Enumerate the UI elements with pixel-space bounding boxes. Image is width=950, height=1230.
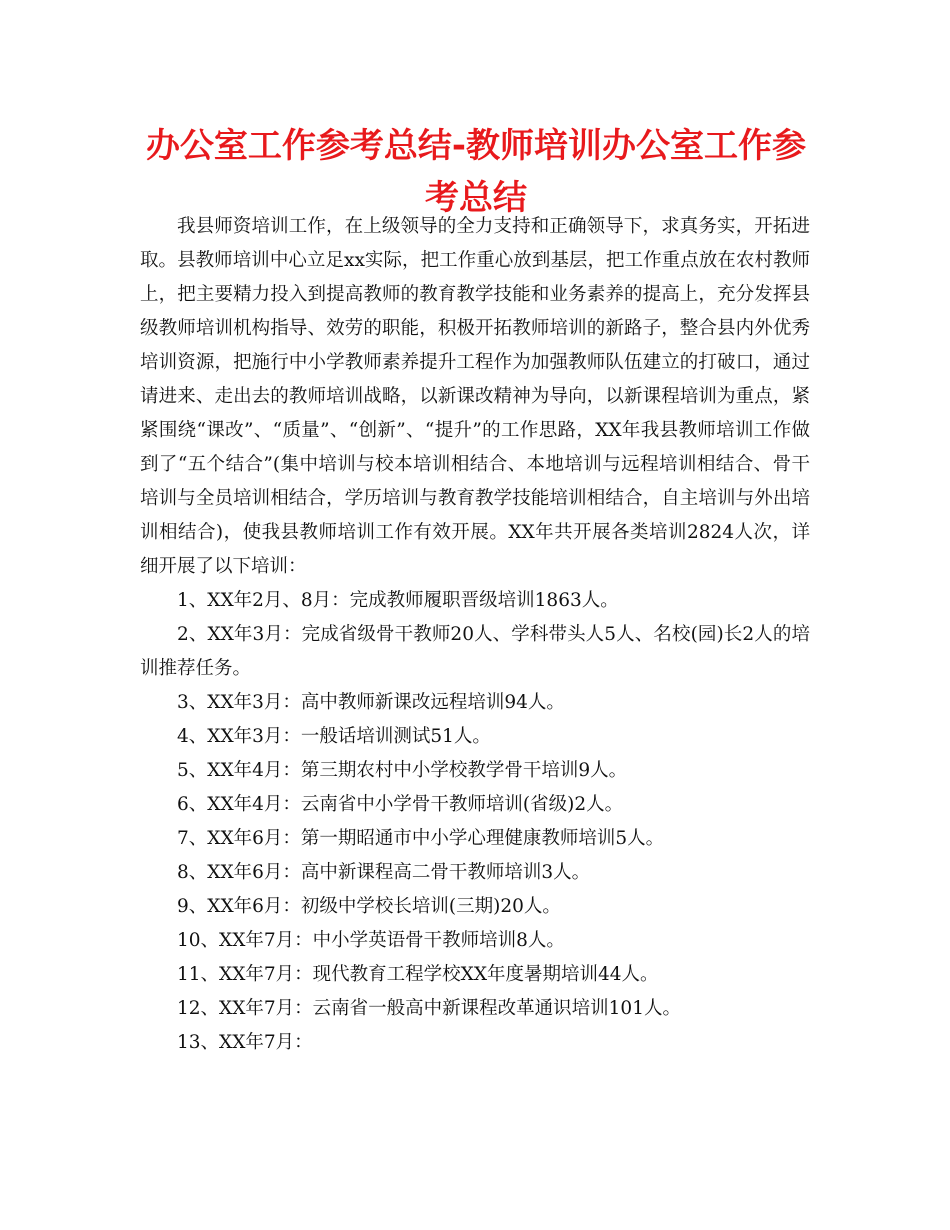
- list-item: 11、XX年7月：现代教育工程学校XX年度暑期培训44人。: [177, 964, 659, 985]
- list-item: 4、XX年3月：一般话培训测试51人。: [177, 726, 491, 747]
- list-item: 7、XX年6月：第一期昭通市中小学心理健康教师培训5人。: [177, 828, 665, 849]
- document-body: [140, 210, 810, 1060]
- list-item: 1、XX年2月、8月：完成教师履职晋级培训1863人。: [177, 590, 619, 611]
- intro-paragraph: 我县师资培训工作，在上级领导的全力支持和正确领导下，求真务实，开拓进取。县教师培训中心立足xx实际，把工作重心放到基层，把工作重点放在农村教师上，把主要精力投入到提高教师的教育教学技能和业务素养的提高上，充分发挥县级教师培训机构指导、效劳的职能，积极开拓教师培训的新路子，整合县内外优秀培训资源，把施行中小学教师素养提升工程作为加强教师队伍建立的打破口，通过请进来、走出去的教师培训战略，以新课改精神为导向，以新课程培训为重点，紧紧围绕“课改”、“质量”、“创新”、“提升”的工作思路，XX年我县教师培训工作做到了“五个结合”(集中培训与校本培训相结合、本地培训与远程培训相结合、骨干培训与全员培训相结合，学历培训与教育教学技能培训相结合，自主培训与外出培训相结合)，使我县教师培训工作有效开展。XX年共开展各类培训2824人次，详细开展了以下培训：: [140, 216, 810, 577]
- document-title: 办公室工作参考总结-教师培训办公室工作参考总结: [145, 126, 807, 218]
- list-item: 8、XX年6月：高中新课程高二骨干教师培训3人。: [177, 862, 591, 883]
- list-item: 5、XX年4月：第三期农村中小学校教学骨干培训9人。: [177, 760, 628, 781]
- list-item: 10、XX年7月：中小学英语骨干教师培训8人。: [177, 930, 565, 951]
- list-item: 9、XX年6月：初级中学校长培训(三期)20人。: [177, 896, 561, 917]
- list-item: 6、XX年4月：云南省中小学骨干教师培训(省级)2人。: [177, 794, 624, 815]
- list-item: 12、XX年7月：云南省一般高中新课程改革通识培训101人。: [177, 998, 681, 1019]
- list-item: 3、XX年3月：高中教师新课改远程培训94人。: [177, 692, 565, 713]
- list-item: 13、XX年7月：: [177, 1032, 313, 1053]
- list-item: 2、XX年3月：完成省级骨干教师20人、学科带头人5人、名校(园)长2人的培训推荐任务。: [140, 624, 810, 679]
